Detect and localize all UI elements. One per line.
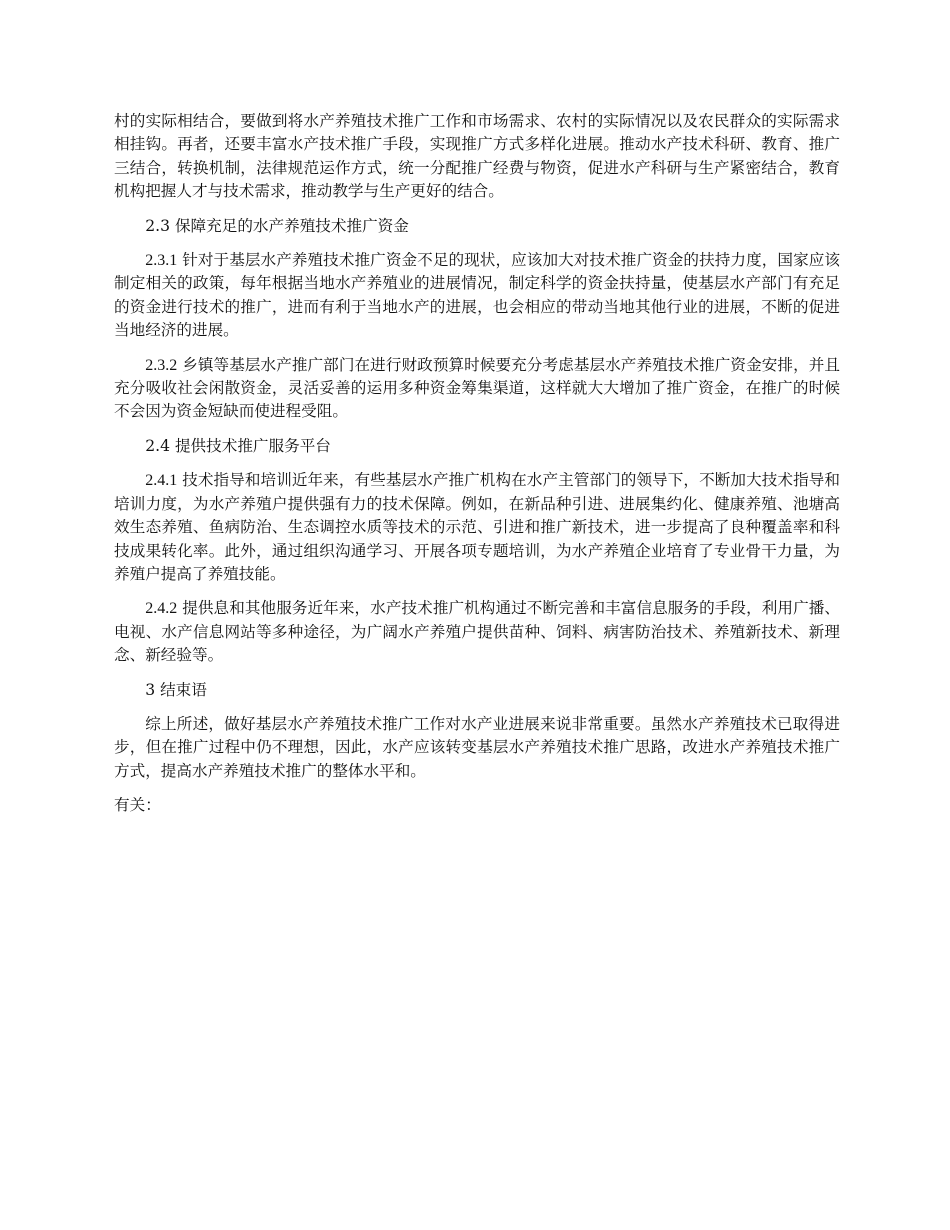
paragraph-text: 乡镇等基层水产推广部门在进行财政预算时候要充分考虑基层水产养殖技术推广资金安排，并且充分吸收社会闲散资金，灵活妥善的运用多种资金筹集渠道，这样就大大增加了推广资金，在推广的时候不会因为资金短缺而使进程受阻。	[114, 355, 840, 421]
paragraph-conclusion: 综上所述，做好基层水产养殖技术推广工作对水产业进展来说非常重要。虽然水产养殖技术已取得进步，但在推广过程中仍不理想，因此，水产应该转变基层水产养殖技术推广思路，改进水产养殖技术推广方式，提高水产养殖技术推广的整体水平和。	[114, 714, 840, 780]
section-heading-3: 3 结束语	[145, 680, 207, 699]
paragraph-2-4-2	[114, 597, 840, 667]
paragraph-number: 2.3.2	[145, 356, 178, 374]
paragraph-text: 针对于基层水产养殖技术推广资金不足的现状，应该加大对技术推广资金的扶持力度，国家应该制定相关的政策，每年根据当地水产养殖业的进展情况，制定科学的资金扶持量，使基层水产部门有充足的资金进行技术的推广，进而有利于当地水产的进展，也会相应的带动当地其他行业的进展，不断的促进当地经济的进展。	[114, 251, 840, 340]
paragraph-number: 2.3.1	[145, 252, 178, 270]
paragraph-number: 2.4.1	[145, 472, 178, 490]
paragraph-related: 有关：	[114, 796, 161, 815]
paragraph-text: 提供息和其他服务近年来，水产技术推广机构通过不断完善和丰富信息服务的手段，利用广播、电视、水产信息网站等多种途径，为广阔水产养殖户提供苗种、饲料、病害防治技术、养殖新技术、新理念、新经验等。	[114, 599, 840, 665]
paragraph-intro: 村的实际相结合，要做到将水产养殖技术推广工作和市场需求、农村的实际情况以及农民群众的实际需求相挂钩。再者，还要丰富水产技术推广手段，实现推广方式多样化进展。推动水产技术科研、教育、推广三结合，转换机制，法律规范运作方式，统一分配推广经费与物资，促进水产科研与生产紧密结合，教育机构把握人才与技术需求，推动教学与生产更好的结合。	[114, 112, 840, 201]
paragraph-2-3-1	[114, 249, 840, 343]
document-page	[114, 110, 840, 829]
paragraph-2-3-2	[114, 354, 840, 424]
paragraph-text: 技术指导和培训近年来，有些基层水产推广机构在水产主管部门的领导下，不断加大技术指导和培训力度，为水产养殖户提供强有力的技术保障。例如，在新品种引进、进展集约化、健康养殖、池塘高效生态养殖、鱼病防治、生态调控水质等技术的示范、引进和推广新技术，进一步提高了良种覆盖率和科技成果转化率。此外，通过组织沟通学习、开展各项专题培训，为水产养殖企业培育了专业骨干力量，为养殖户提高了养殖技能。	[114, 471, 840, 583]
section-heading-2-3: 2.3 保障充足的水产养殖技术推广资金	[145, 216, 409, 235]
paragraph-2-4-1	[114, 469, 840, 586]
paragraph-number: 2.4.2	[145, 600, 178, 618]
section-heading-2-4: 2.4 提供技术推广服务平台	[145, 436, 331, 455]
